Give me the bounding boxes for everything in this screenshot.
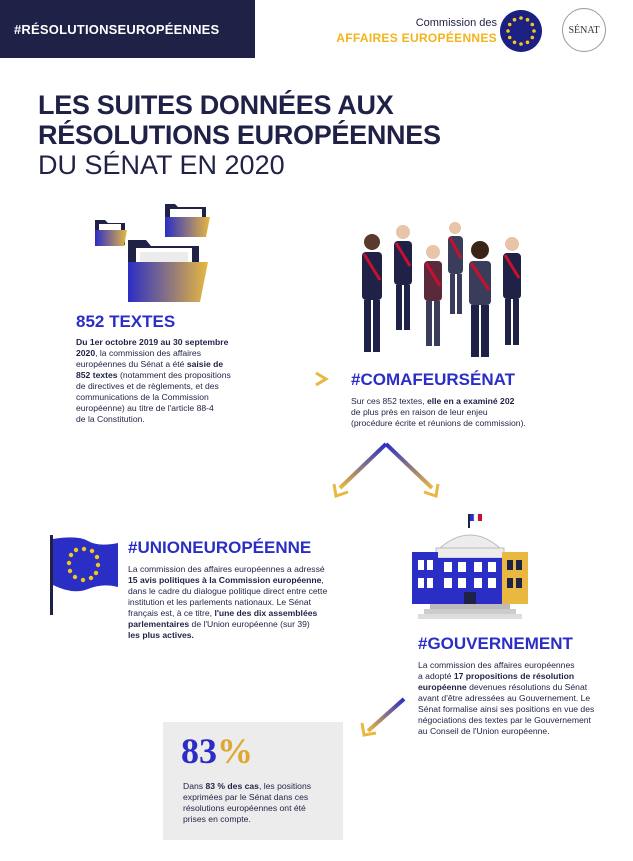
stat-paragraph [183, 781, 333, 825]
gouvernement-heading: #GOUVERNEMENT [418, 634, 573, 653]
eu-flag-icon [48, 535, 120, 615]
gouvernement-s6: avant d'être adressées au Gouvernement. Le [418, 693, 591, 703]
page-title [38, 90, 441, 150]
comafeur-s3: de plus près en raison de leur enjeu [351, 407, 488, 417]
gouvernement-s3: 17 propositions de résolution [453, 671, 575, 681]
textes-s3: , la commission des affaires [95, 348, 201, 358]
union-heading: #UNIONEUROPÉENNE [128, 538, 312, 557]
union-s1: La commission des affaires européennes a adressé [128, 564, 325, 574]
gouvernement-s5: devenues résolutions du Sénat [466, 682, 588, 692]
arrow-right-icon [272, 371, 330, 387]
stat-s5: résolutions européennes ont été [183, 803, 306, 813]
union-s10: les plus actives. [128, 630, 194, 640]
title-line2: RÉSOLUTIONS EUROPÉENNES [38, 120, 441, 150]
commission-line1: Commission des [415, 17, 497, 29]
stat-s1: Dans [183, 781, 206, 791]
union-s5: institution et les parlements nationaux. Le Sénat [128, 597, 311, 607]
textes-s5: saisie de [186, 359, 224, 369]
textes-s2: 2020 [76, 348, 96, 358]
stat-s2: 83 % des cas [205, 781, 259, 791]
gouvernement-s4: européenne [418, 682, 467, 692]
title-line1: LES SUITES DONNÉES AUX [38, 90, 394, 120]
split-arrows-icon [330, 440, 442, 498]
stat-s4: exprimées par le Sénat dans ces [183, 792, 309, 802]
senat-logo-text: SÉNAT [568, 24, 600, 36]
textes-s11: de la Constitution. [76, 414, 145, 424]
union-s4: dans le cadre du dialogue politique direct entre cette [128, 586, 328, 596]
commission-line2: AFFAIRES EUROPÉENNES [336, 31, 497, 45]
hashtag-text: #RÉSOLUTIONSEUROPÉENNES [14, 21, 220, 37]
senat-logo-icon [562, 8, 606, 52]
textes-heading: 852 TEXTES [76, 312, 176, 331]
gouvernement-paragraph [418, 660, 628, 737]
arrow-down-left-icon [358, 695, 408, 739]
commission-label [336, 16, 497, 46]
stat-value [181, 730, 253, 772]
page-subtitle: DU SÉNAT EN 2020 [38, 150, 285, 180]
gouvernement-s1: La commission des affaires européennes [418, 660, 575, 670]
stat-unit: % [217, 731, 253, 771]
textes-s10: européenne) au titre de l'article 88-4 [76, 403, 214, 413]
textes-paragraph [76, 337, 286, 425]
union-s3: , [321, 575, 324, 585]
stat-number: 83 [181, 731, 217, 771]
folders-icon [90, 200, 215, 305]
union-s2: 15 avis politiques à la Commission européenne [128, 575, 322, 585]
union-s7: l'une des dix assemblées [214, 608, 318, 618]
eu-stars-logo-icon [500, 10, 542, 52]
gouvernement-s9: au Conseil de l'Union européenne. [418, 726, 550, 736]
comafeur-heading: #COMAFEURSÉNAT [351, 370, 516, 389]
comafeur-s4: (procédure écrite et réunions de commission). [351, 418, 526, 428]
stat-s3: , les positions [258, 781, 312, 791]
gouvernement-s7: Sénat formalise ainsi ses positions en vue des [418, 704, 595, 714]
textes-s8: de directives et de règlements, et des [76, 381, 219, 391]
comafeur-s2: elle en a examiné 202 [426, 396, 515, 406]
textes-s7: (notamment des propositions [117, 370, 231, 380]
textes-s4: européennes du Sénat a été [76, 359, 187, 369]
gouvernement-s8: négociations des textes par le Gouvernement [418, 715, 591, 725]
people-group-icon [350, 218, 540, 366]
hashtag-banner [0, 0, 255, 58]
textes-s6: 852 textes [76, 370, 118, 380]
gouvernement-s2: a adopté [418, 671, 454, 681]
union-s8: parlementaires [128, 619, 190, 629]
comafeur-s1: Sur ces 852 textes, [351, 396, 427, 406]
textes-s9: communications de la Commission [76, 392, 209, 402]
stat-s6: prises en compte. [183, 814, 251, 824]
union-s6: français est, à ce titre, [128, 608, 215, 618]
union-s9: de l'Union européenne (sur 39) [189, 619, 310, 629]
textes-s1: Du 1er octobre 2019 au 30 septembre [76, 337, 229, 347]
union-paragraph [128, 564, 368, 641]
comafeur-paragraph [351, 396, 576, 429]
government-building-icon [410, 512, 530, 622]
